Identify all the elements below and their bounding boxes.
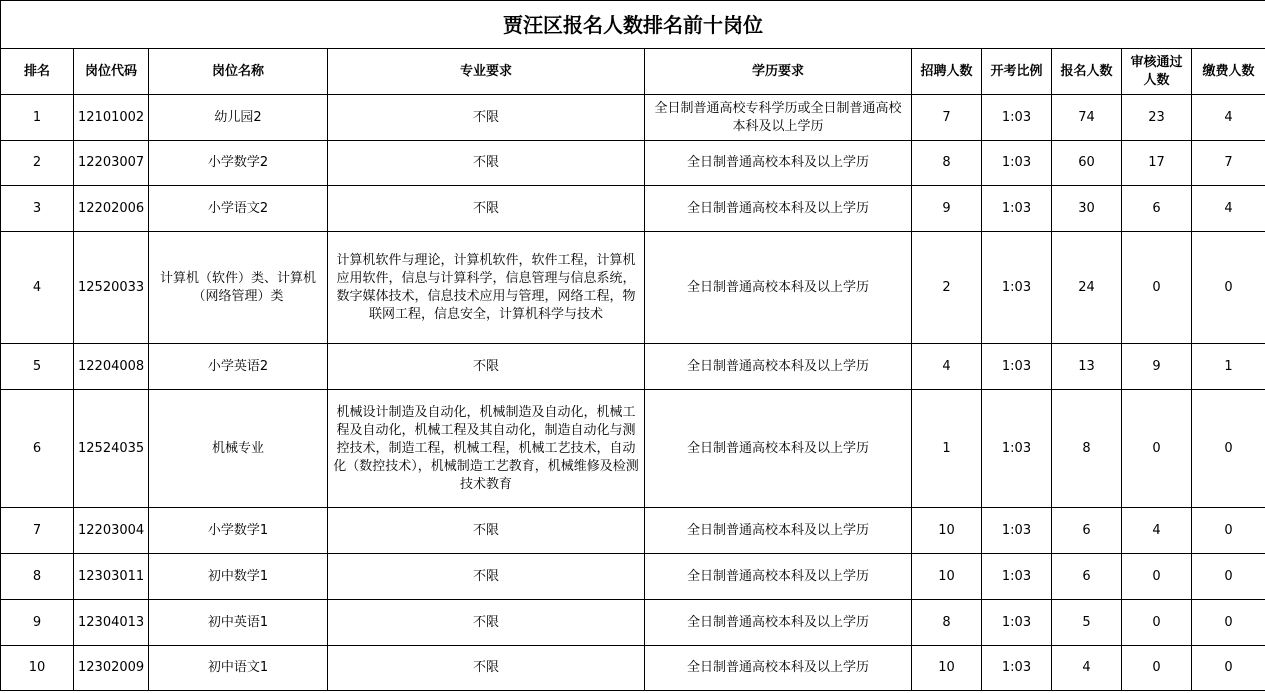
header-rank: 排名 (1, 49, 74, 95)
header-applicants: 报名人数 (1052, 49, 1122, 95)
table-row (1, 390, 1265, 508)
cell-approved: 23 (1122, 95, 1192, 141)
cell-rank: 6 (1, 390, 74, 508)
table-row (1, 95, 1265, 141)
cell-rank: 7 (1, 508, 74, 554)
cell-name: 小学英语2 (149, 344, 328, 390)
cell-ratio: 1:03 (982, 232, 1052, 344)
cell-major: 机械设计制造及自动化，机械制造及自动化，机械工程及自动化，机械工程及其自动化，制造自动化与测控技术，制造工程，机械工程，机械工艺技术，自动化（数控技术），机械制造工艺教育，机械维修及检测技术教育 (328, 390, 645, 508)
cell-applicants: 8 (1052, 390, 1122, 508)
cell-rank: 4 (1, 232, 74, 344)
table-row (1, 186, 1265, 232)
cell-major: 不限 (328, 344, 645, 390)
header-ratio: 开考比例 (982, 49, 1052, 95)
cell-code: 12524035 (74, 390, 149, 508)
table-row (1, 344, 1265, 390)
header-code: 岗位代码 (74, 49, 149, 95)
cell-paid: 7 (1192, 141, 1265, 186)
cell-name: 小学数学2 (149, 141, 328, 186)
cell-edu: 全日制普通高校本科及以上学历 (645, 646, 912, 691)
cell-paid: 0 (1192, 390, 1265, 508)
cell-edu: 全日制普通高校本科及以上学历 (645, 390, 912, 508)
cell-rank: 9 (1, 600, 74, 646)
cell-edu: 全日制普通高校本科及以上学历 (645, 600, 912, 646)
table-row (1, 600, 1265, 646)
cell-paid: 1 (1192, 344, 1265, 390)
cell-applicants: 24 (1052, 232, 1122, 344)
cell-paid: 0 (1192, 646, 1265, 691)
cell-edu: 全日制普通高校本科及以上学历 (645, 508, 912, 554)
cell-name: 小学语文2 (149, 186, 328, 232)
cell-approved: 0 (1122, 554, 1192, 600)
cell-ratio: 1:03 (982, 508, 1052, 554)
cell-name: 初中数学1 (149, 554, 328, 600)
cell-approved: 0 (1122, 646, 1192, 691)
table-row (1, 508, 1265, 554)
cell-applicants: 30 (1052, 186, 1122, 232)
cell-paid: 0 (1192, 232, 1265, 344)
cell-code: 12203004 (74, 508, 149, 554)
cell-name: 初中英语1 (149, 600, 328, 646)
cell-ratio: 1:03 (982, 186, 1052, 232)
table-row (1, 232, 1265, 344)
cell-rank: 3 (1, 186, 74, 232)
cell-major: 不限 (328, 95, 645, 141)
cell-approved: 0 (1122, 232, 1192, 344)
cell-applicants: 74 (1052, 95, 1122, 141)
cell-approved: 0 (1122, 600, 1192, 646)
cell-applicants: 4 (1052, 646, 1122, 691)
header-major: 专业要求 (328, 49, 645, 95)
cell-major: 不限 (328, 186, 645, 232)
table-row (1, 141, 1265, 186)
cell-ratio: 1:03 (982, 600, 1052, 646)
cell-applicants: 5 (1052, 600, 1122, 646)
header-paid: 缴费人数 (1192, 49, 1265, 95)
cell-edu: 全日制普通高校本科及以上学历 (645, 554, 912, 600)
cell-rank: 5 (1, 344, 74, 390)
header-approved: 审核通过人数 (1122, 49, 1192, 95)
cell-ratio: 1:03 (982, 344, 1052, 390)
cell-ratio: 1:03 (982, 95, 1052, 141)
cell-hire: 4 (912, 344, 982, 390)
cell-paid: 0 (1192, 600, 1265, 646)
cell-major: 不限 (328, 141, 645, 186)
header-edu: 学历要求 (645, 49, 912, 95)
cell-edu: 全日制普通高校本科及以上学历 (645, 344, 912, 390)
cell-code: 12202006 (74, 186, 149, 232)
cell-code: 12302009 (74, 646, 149, 691)
cell-approved: 9 (1122, 344, 1192, 390)
cell-rank: 2 (1, 141, 74, 186)
header-hire: 招聘人数 (912, 49, 982, 95)
cell-applicants: 6 (1052, 554, 1122, 600)
cell-hire: 8 (912, 141, 982, 186)
cell-hire: 8 (912, 600, 982, 646)
cell-name: 幼儿园2 (149, 95, 328, 141)
cell-edu: 全日制普通高校本科及以上学历 (645, 232, 912, 344)
cell-edu: 全日制普通高校本科及以上学历 (645, 186, 912, 232)
cell-approved: 6 (1122, 186, 1192, 232)
cell-applicants: 13 (1052, 344, 1122, 390)
cell-hire: 7 (912, 95, 982, 141)
cell-hire: 10 (912, 646, 982, 691)
cell-approved: 0 (1122, 390, 1192, 508)
cell-ratio: 1:03 (982, 646, 1052, 691)
cell-rank: 8 (1, 554, 74, 600)
cell-code: 12520033 (74, 232, 149, 344)
header-name: 岗位名称 (149, 49, 328, 95)
cell-hire: 1 (912, 390, 982, 508)
cell-major: 不限 (328, 600, 645, 646)
cell-name: 小学数学1 (149, 508, 328, 554)
cell-name: 计算机（软件）类、计算机（网络管理）类 (149, 232, 328, 344)
cell-code: 12203007 (74, 141, 149, 186)
cell-rank: 1 (1, 95, 74, 141)
cell-ratio: 1:03 (982, 554, 1052, 600)
cell-edu: 全日制普通高校本科及以上学历 (645, 141, 912, 186)
cell-ratio: 1:03 (982, 141, 1052, 186)
cell-name: 初中语文1 (149, 646, 328, 691)
cell-edu: 全日制普通高校专科学历或全日制普通高校本科及以上学历 (645, 95, 912, 141)
cell-major: 不限 (328, 508, 645, 554)
table-row (1, 646, 1265, 691)
cell-major: 不限 (328, 554, 645, 600)
cell-major: 不限 (328, 646, 645, 691)
cell-code: 12101002 (74, 95, 149, 141)
cell-paid: 0 (1192, 554, 1265, 600)
cell-major: 计算机软件与理论，计算机软件，软件工程，计算机应用软件，信息与计算科学，信息管理与信息系统，数字媒体技术，信息技术应用与管理，网络工程，物联网工程，信息安全，计算机科学与技术 (328, 232, 645, 344)
cell-code: 12304013 (74, 600, 149, 646)
cell-hire: 10 (912, 508, 982, 554)
cell-approved: 17 (1122, 141, 1192, 186)
cell-approved: 4 (1122, 508, 1192, 554)
cell-name: 机械专业 (149, 390, 328, 508)
cell-hire: 2 (912, 232, 982, 344)
cell-code: 12204008 (74, 344, 149, 390)
cell-ratio: 1:03 (982, 390, 1052, 508)
cell-applicants: 60 (1052, 141, 1122, 186)
cell-hire: 9 (912, 186, 982, 232)
table-body (1, 95, 1265, 691)
cell-hire: 10 (912, 554, 982, 600)
cell-code: 12303011 (74, 554, 149, 600)
cell-paid: 0 (1192, 508, 1265, 554)
cell-rank: 10 (1, 646, 74, 691)
cell-paid: 4 (1192, 186, 1265, 232)
cell-paid: 4 (1192, 95, 1265, 141)
table-row (1, 554, 1265, 600)
cell-applicants: 6 (1052, 508, 1122, 554)
table-title: 贾汪区报名人数排名前十岗位 (1, 1, 1265, 49)
